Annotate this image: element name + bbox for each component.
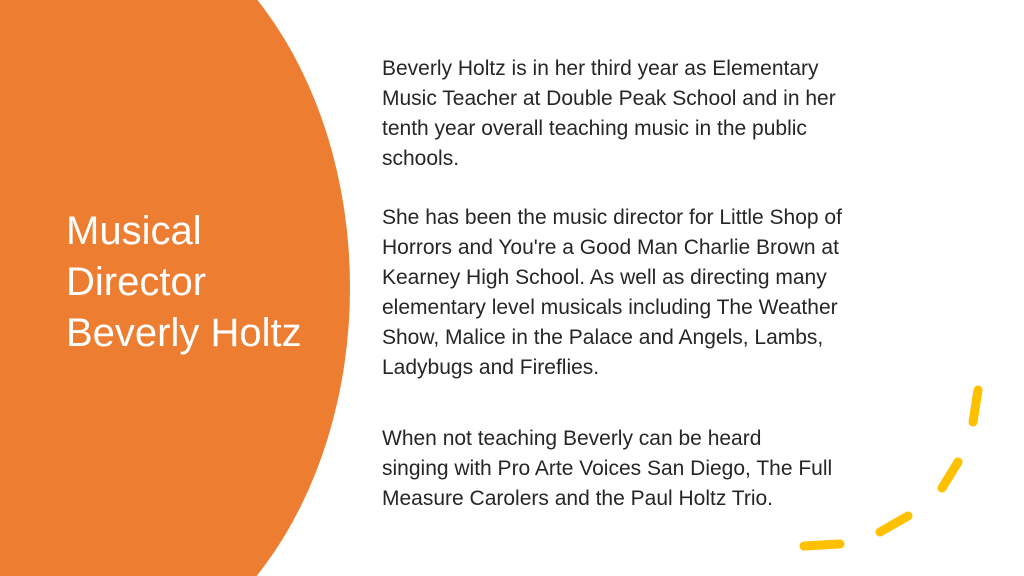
doodle-dash-4 (804, 544, 840, 546)
title-line-1: Musical (66, 209, 202, 253)
dashed-arc-doodle-icon (790, 380, 1024, 576)
doodle-dash-1 (973, 390, 978, 422)
bio-paragraph-3: When not teaching Beverly can be heard singing with Pro Arte Voices San Diego, The Full Measure Carolers and the Paul Holtz Trio. (382, 427, 833, 510)
doodle-dash-2 (942, 462, 958, 488)
title-line-2: Director (66, 260, 207, 304)
bio-paragraph-2: She has been the music director for Little Shop of Horrors and You're a Good Man Charlie Brown at Kearney High School. As well as directing many elementary level musicals including The Weather Show, Malice in the Palace and Angels, Lambs, Ladybugs and Fireflies. (382, 206, 842, 379)
bio-paragraph-1: Beverly Holtz is in her third year as Elementary Music Teacher at Double Peak School and in her tenth year overall teaching music in the public schools. (382, 57, 836, 170)
doodle-dash-3 (880, 516, 908, 532)
slide-title (66, 206, 336, 359)
title-line-3: Beverly Holtz (66, 311, 302, 355)
